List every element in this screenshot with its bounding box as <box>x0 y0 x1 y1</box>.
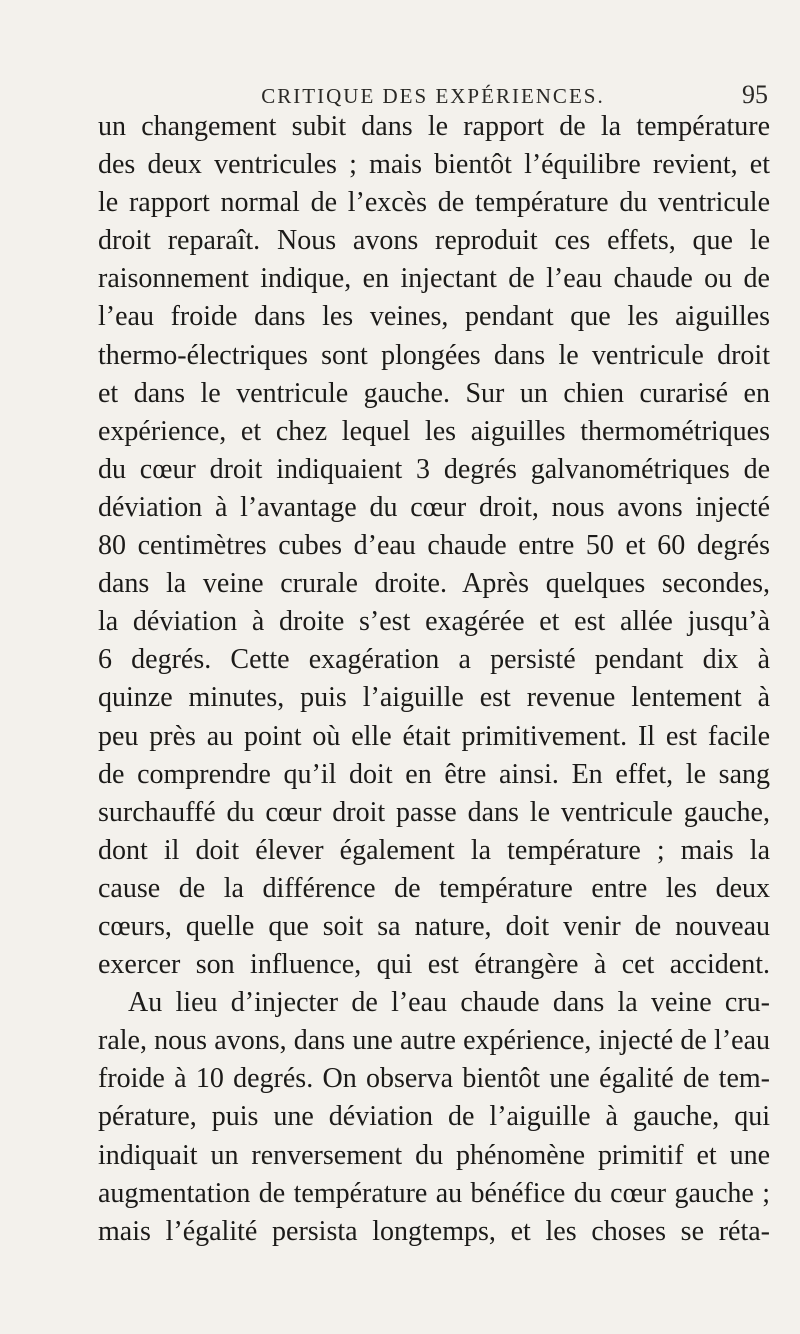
text-line: thermo-électriques sont plongées dans le ventricule droit <box>98 339 770 371</box>
text-line: un changement subit dans le rapport de la température <box>98 111 770 142</box>
text-line: l’eau froide dans les veines, pendant que les aiguilles <box>98 301 770 333</box>
text-line: 6 degrés. Cette exagération a persisté pendant dix à <box>98 644 770 676</box>
text-line: cause de la différence de température entre les deux <box>98 872 770 904</box>
running-title: CRITIQUE DES EXPÉRIENCES. <box>261 84 605 108</box>
text-line: augmentation de température au bénéfice du cœur gauche ; <box>98 1177 770 1209</box>
text-line: peu près au point où elle était primitivement. Il est facile <box>98 720 770 752</box>
text-line: dans la veine crurale droite. Après quelques secondes, <box>98 568 770 600</box>
text-line: la déviation à droite s’est exagérée et est allée jusqu’à <box>98 606 770 638</box>
text-line: des deux ventricules ; mais bientôt l’équilibre revient, et <box>98 149 770 181</box>
text-line: du cœur droit indiquaient 3 degrés galvanométriques de <box>98 453 770 485</box>
text-line: quinze minutes, puis l’aiguille est revenue lentement à <box>98 682 770 714</box>
text-line: droit reparaît. Nous avons reproduit ces effets, que le <box>98 225 770 257</box>
page-number: 95 <box>742 80 768 109</box>
text-line: exercer son influence, qui est étrangère à cet accident. <box>98 949 770 981</box>
text-line: rale, nous avons, dans une autre expérience, injecté de l’eau <box>98 1025 770 1057</box>
text-line: surchauffé du cœur droit passe dans le ventricule gauche, <box>98 796 770 828</box>
text-line: dont il doit élever également la température ; mais la <box>98 834 770 866</box>
text-line: mais l’égalité persista longtemps, et les choses se réta- <box>98 1215 770 1247</box>
text-line: 80 centimètres cubes d’eau chaude entre 50 et 60 degrés <box>98 530 770 562</box>
body-text <box>98 108 770 1251</box>
text-line: de comprendre qu’il doit en être ainsi. En effet, le sang <box>98 758 770 790</box>
text-line: le rapport normal de l’excès de température du ventricule <box>98 187 770 219</box>
text-line: et dans le ventricule gauche. Sur un chien curarisé en <box>98 377 770 409</box>
text-line: expérience, et chez lequel les aiguilles thermométriques <box>98 415 770 447</box>
text-line: déviation à l’avantage du cœur droit, nous avons injecté <box>98 491 770 523</box>
text-line: pérature, puis une déviation de l’aiguille à gauche, qui <box>98 1101 770 1133</box>
text-line: cœurs, quelle que soit sa nature, doit venir de nouveau <box>98 910 770 942</box>
text-line: froide à 10 degrés. On observa bientôt une égalité de tem- <box>98 1063 770 1095</box>
text-line: raisonnement indique, en injectant de l’eau chaude ou de <box>98 263 770 295</box>
paragraph-start-line: Au lieu d’injecter de l’eau chaude dans la veine cru- <box>128 987 770 1019</box>
text-line: indiquait un renversement du phénomène primitif et une <box>98 1139 770 1171</box>
